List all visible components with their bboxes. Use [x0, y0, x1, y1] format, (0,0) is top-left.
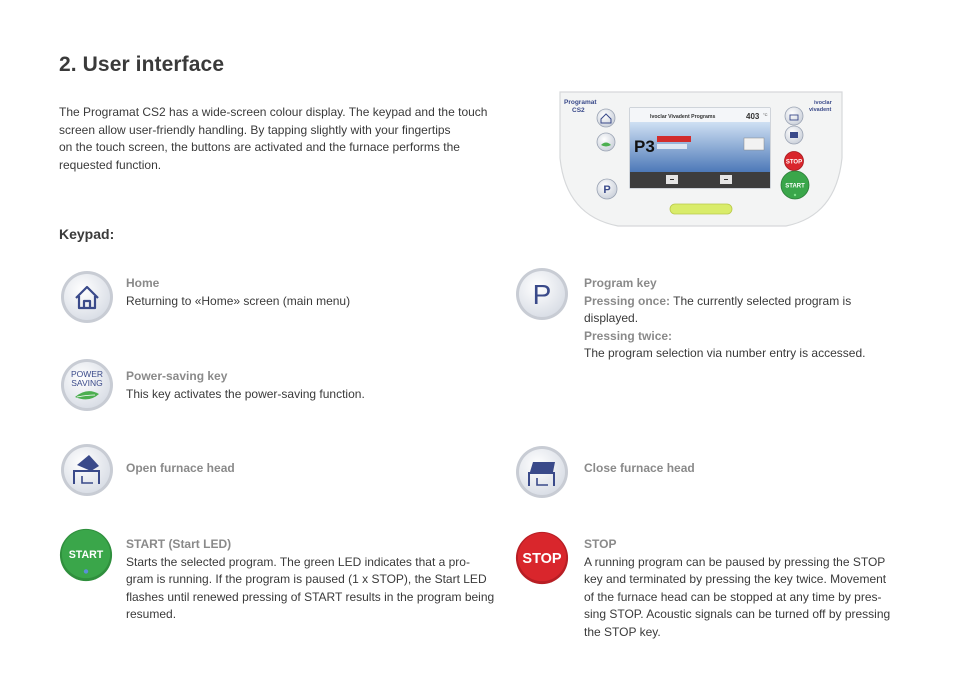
keypad-heading: Keypad: — [59, 226, 115, 242]
device-status-led-bar — [670, 204, 732, 214]
home-key-title: Home — [126, 276, 160, 290]
device-touch-screen — [630, 108, 770, 188]
device-power-key — [597, 133, 615, 151]
stop-key-description: STOP A running program can be paused by pressing the STOP key and terminated by pressing the key twice. Movement of the furnace head can be stopped at any time by pres- sing STOP. Acoustic signals can be turned off by pressing the STOP key. — [584, 536, 914, 641]
program-icon-label: P — [532, 279, 552, 310]
power-key-description: Power-saving key This key activates the power-saving function. — [126, 369, 365, 401]
screen-header-text: Ivoclar Vivadent Programs — [650, 114, 716, 120]
start-key-title: START (Start LED) — [126, 537, 232, 551]
power-saving-key-icon — [59, 357, 115, 413]
stop-key-icon — [514, 530, 570, 586]
start-key-icon — [58, 527, 114, 583]
close-head-key-description — [584, 460, 695, 478]
program-key-icon — [514, 266, 570, 322]
device-model-label: CS2 — [572, 107, 585, 114]
start-key-description: START (Start LED) Starts the selected program. The green LED indicates that a pro- gram is running. If the program is paused (1 x STOP), the Start LED flashes until renewed pressing of START results in the program being resumed. — [126, 536, 516, 624]
svg-text:P: P — [603, 184, 611, 196]
svg-text:STOP: STOP — [785, 159, 803, 166]
home-key-description: Home Returning to «Home» screen (main menu) — [126, 276, 351, 308]
device-stop-key — [785, 152, 804, 171]
power-key-title: Power-saving key — [126, 369, 228, 383]
open-head-key-title: Open furnace head — [126, 461, 235, 475]
program-key-title: Program key — [584, 276, 657, 290]
section-title: 2. User interface — [59, 53, 225, 76]
device-home-key — [597, 109, 615, 127]
open-furnace-head-key-icon — [59, 442, 115, 498]
home-key-icon — [59, 269, 115, 325]
program-key-description: Program key Pressing once: The currently selected program is displayed. Pressing twice: The program selection via number entry is accessed. — [584, 275, 904, 363]
start-icon-label: START — [68, 548, 104, 561]
device-control-panel-illustration — [556, 88, 846, 230]
device-start-key — [781, 171, 809, 199]
stop-icon-label: STOP — [522, 550, 562, 567]
screen-program-number: P3 — [634, 137, 655, 156]
device-close-head-key — [785, 126, 803, 144]
device-open-head-key — [785, 107, 803, 125]
screen-temperature: 403 — [746, 112, 760, 121]
close-head-key-title: Close furnace head — [584, 461, 695, 475]
power-icon-line1: POWER — [70, 369, 104, 379]
device-brand-label: Programat — [564, 99, 597, 106]
power-icon-line2: SAVING — [71, 378, 103, 388]
device-logo-ivoclar: ivoclar — [814, 100, 832, 106]
intro-paragraph: The Programat CS2 has a wide-screen colour display. The keypad and the touch screen allow user-friendly handling. By tapping slightly with your fingertips on the touch screen, the buttons are activated and the furnace performs the requested function. — [59, 105, 488, 172]
device-program-key — [597, 179, 617, 199]
svg-text:°C: °C — [763, 112, 768, 117]
start-led-icon — [84, 569, 88, 573]
svg-text:START: START — [785, 183, 805, 190]
stop-key-title: STOP — [584, 537, 617, 551]
device-logo-vivadent: vivadent — [809, 107, 832, 113]
close-furnace-head-key-icon — [514, 444, 570, 500]
open-head-key-description — [126, 460, 235, 478]
